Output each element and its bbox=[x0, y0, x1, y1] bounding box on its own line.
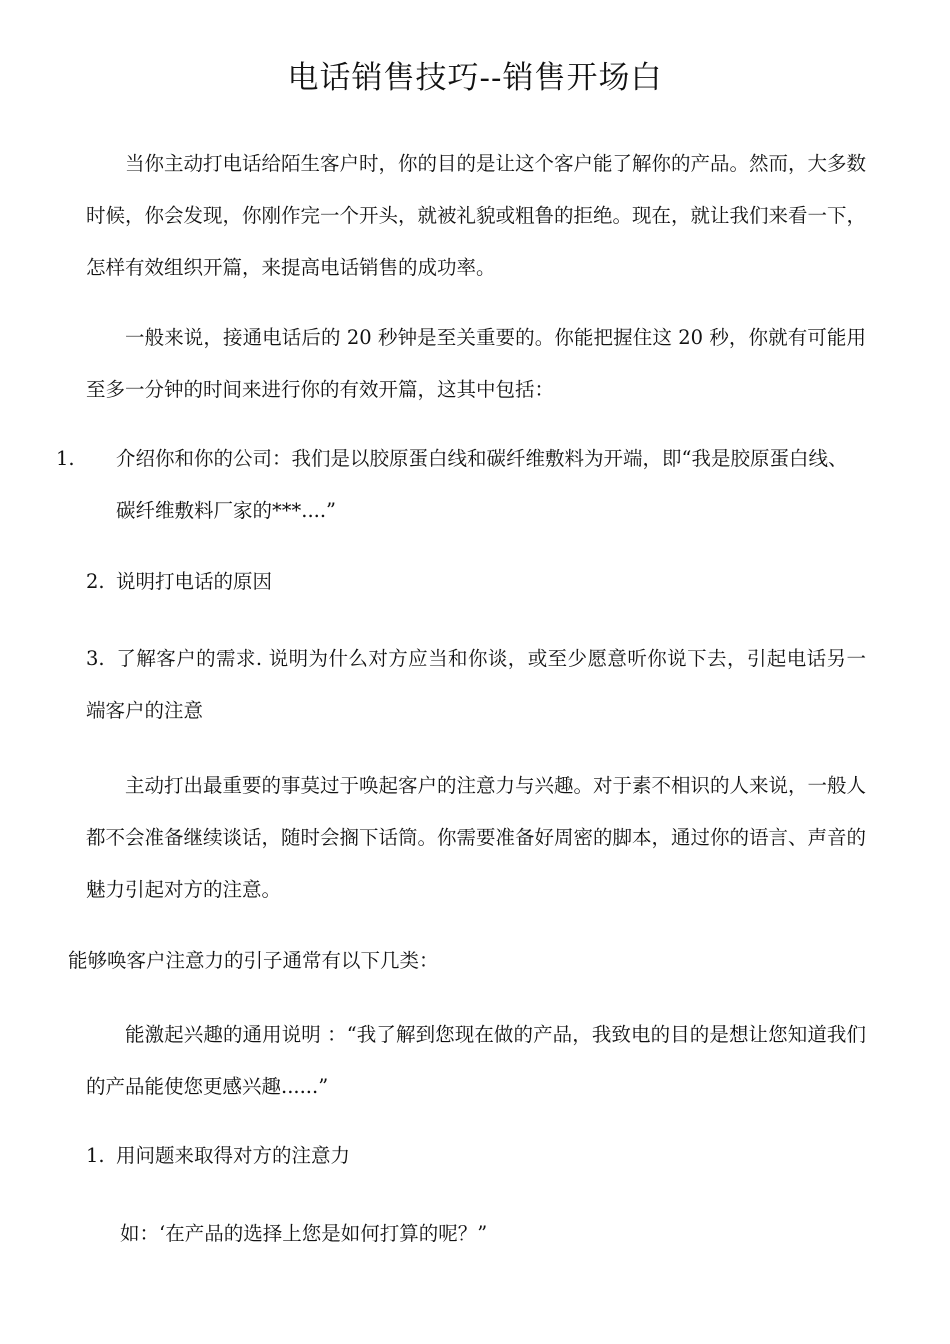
list-number: 2. bbox=[86, 570, 105, 593]
list-item bbox=[86, 556, 866, 608]
list-number: 1. bbox=[86, 1144, 105, 1167]
list-text: 用问题来取得对方的注意力 bbox=[116, 1144, 351, 1167]
list-number: 1. bbox=[56, 447, 75, 470]
paragraph-twenty-seconds: 一般来说，接通电话后的 20 秒钟是至关重要的。你能把握住这 20 秒，你就有可能用至多一分钟的时间来进行你的有效开篇，这其中包括： bbox=[86, 326, 866, 401]
list-text: 说明打电话的原因 bbox=[116, 570, 273, 593]
paragraph-hooks-intro: 能够唤客户注意力的引子通常有以下几类： bbox=[68, 949, 439, 972]
list-item bbox=[86, 1130, 866, 1182]
list-item bbox=[56, 433, 866, 537]
list-item bbox=[86, 633, 866, 737]
list-number: 3. bbox=[86, 647, 105, 670]
list-text: 了解客户的需求. 说明为什么对方应当和你谈，或至少愿意听你说下去，引起电话另一端客户的注意 bbox=[86, 647, 866, 722]
paragraph-example: 如：‘在产品的选择上您是如何打算的呢？” bbox=[120, 1222, 488, 1245]
list-text: 介绍你和你的公司：我们是以胶原蛋白线和碳纤维敷料为开端，即“我是胶原蛋白线、碳纤维敷料厂家的***....” bbox=[116, 447, 848, 522]
paragraph-intro: 当你主动打电话给陌生客户时，你的目的是让这个客户能了解你的产品。然而，大多数时候，你会发现，你刚作完一个开头，就被礼貌或粗鲁的拒绝。现在，就让我们来看一下，怎样有效组织开篇，来提高电话销售的成功率。 bbox=[86, 152, 867, 279]
document-title: 电话销售技巧--销售开场白 bbox=[287, 60, 663, 96]
paragraph-general-statement: 能激起兴趣的通用说明 ：“我了解到您现在做的产品，我致电的目的是想让您知道我们的产品能使您更感兴趣......” bbox=[86, 1023, 866, 1098]
paragraph-attention: 主动打出最重要的事莫过于唤起客户的注意力与兴趣。对于素不相识的人来说，一般人都不会准备继续谈话，随时会搁下话筒。你需要准备好周密的脚本，通过你的语言、声音的魅力引起对方的注意。 bbox=[86, 774, 867, 901]
